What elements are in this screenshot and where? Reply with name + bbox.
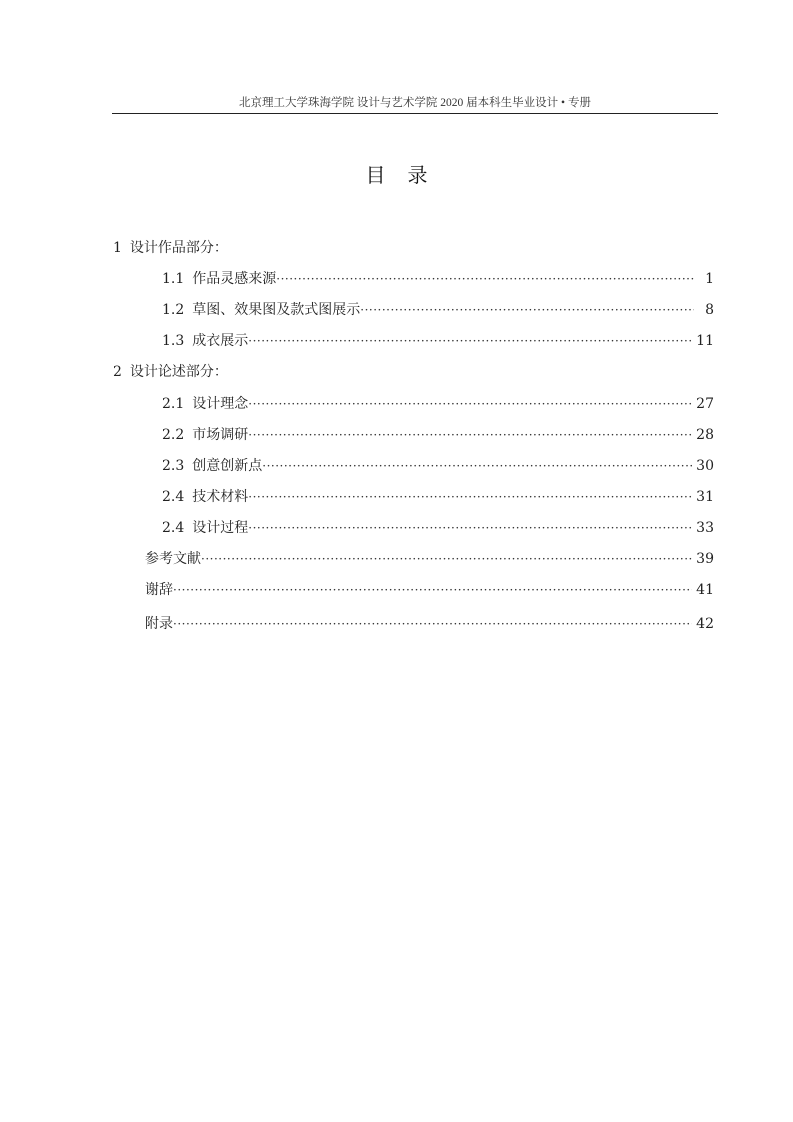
toc-entry-2-4[interactable] — [162, 487, 714, 507]
toc-entry-references[interactable] — [145, 549, 714, 569]
toc-section-1[interactable] — [113, 238, 228, 258]
toc-leader-dots — [360, 300, 694, 320]
toc-section-2[interactable] — [113, 362, 228, 382]
toc-entry-appendix[interactable] — [145, 614, 714, 634]
toc-entry-page: 8 — [705, 302, 714, 318]
toc-leader-dots — [248, 425, 692, 445]
toc-entry-1-2[interactable] — [162, 300, 714, 320]
toc-entry-page: 41 — [696, 582, 714, 598]
toc-leader-dots — [173, 580, 692, 600]
header-rule — [112, 113, 718, 114]
toc-entry-page: 42 — [696, 616, 714, 632]
toc-leader-dots — [248, 331, 692, 351]
toc-entry-page: 28 — [696, 427, 714, 443]
toc-entry-label: 作品灵感来源 — [192, 271, 277, 287]
toc-leader-dots — [248, 394, 692, 414]
toc-entry-label: 市场调研 — [192, 427, 249, 443]
toc-leader-dots — [248, 487, 692, 507]
toc-leader-dots — [201, 549, 692, 569]
toc-entry-1-3[interactable] — [162, 331, 714, 351]
toc-entry-number: 1.1 — [162, 271, 185, 287]
toc-title: 目录 — [365, 163, 450, 187]
toc-entry-1-1[interactable] — [162, 269, 714, 289]
page-header: 北京理工大学珠海学院 设计与艺术学院 2020 届本科生毕业设计 • 专册 — [239, 97, 591, 109]
toc-section-label: 设计论述部分： — [129, 364, 228, 380]
toc-leader-dots — [248, 518, 692, 538]
toc-entry-number: 1.3 — [162, 333, 185, 349]
toc-entry-acknowledgements[interactable] — [145, 580, 714, 600]
toc-entry-number: 2.4 — [162, 520, 185, 536]
toc-entry-page: 31 — [696, 489, 714, 505]
toc-entry-page: 33 — [696, 520, 714, 536]
toc-entry-page: 11 — [696, 333, 714, 349]
toc-entry-page: 30 — [696, 458, 714, 474]
toc-entry-2-3[interactable] — [162, 456, 714, 476]
toc-leader-dots — [276, 269, 694, 289]
toc-entry-label: 成衣展示 — [192, 333, 249, 349]
toc-entry-number: 2.2 — [162, 427, 185, 443]
toc-entry-label: 草图、效果图及款式图展示 — [192, 302, 361, 318]
toc-entry-2-5[interactable] — [162, 518, 714, 538]
toc-entry-page: 27 — [696, 396, 714, 412]
toc-section-label: 设计作品部分： — [129, 240, 228, 256]
toc-entry-label: 谢辞 — [145, 582, 173, 598]
toc-entry-number: 1.2 — [162, 302, 185, 318]
toc-entry-page: 39 — [696, 551, 714, 567]
toc-entry-label: 技术材料 — [192, 489, 249, 505]
toc-entry-label: 附录 — [145, 616, 173, 632]
toc-entry-label: 设计过程 — [192, 520, 249, 536]
toc-entry-2-2[interactable] — [162, 425, 714, 445]
toc-leader-dots — [173, 614, 692, 634]
toc-entry-number: 2.4 — [162, 489, 185, 505]
toc-section-number: 1 — [113, 240, 122, 256]
toc-entry-page: 1 — [705, 271, 714, 287]
toc-section-number: 2 — [113, 364, 122, 380]
toc-entry-label: 设计理念 — [192, 396, 249, 412]
toc-entry-number: 2.3 — [162, 458, 185, 474]
toc-leader-dots — [262, 456, 692, 476]
toc-entry-number: 2.1 — [162, 396, 185, 412]
toc-entry-label: 创意创新点 — [192, 458, 263, 474]
toc-entry-label: 参考文献 — [145, 551, 201, 567]
toc-entry-2-1[interactable] — [162, 394, 714, 414]
